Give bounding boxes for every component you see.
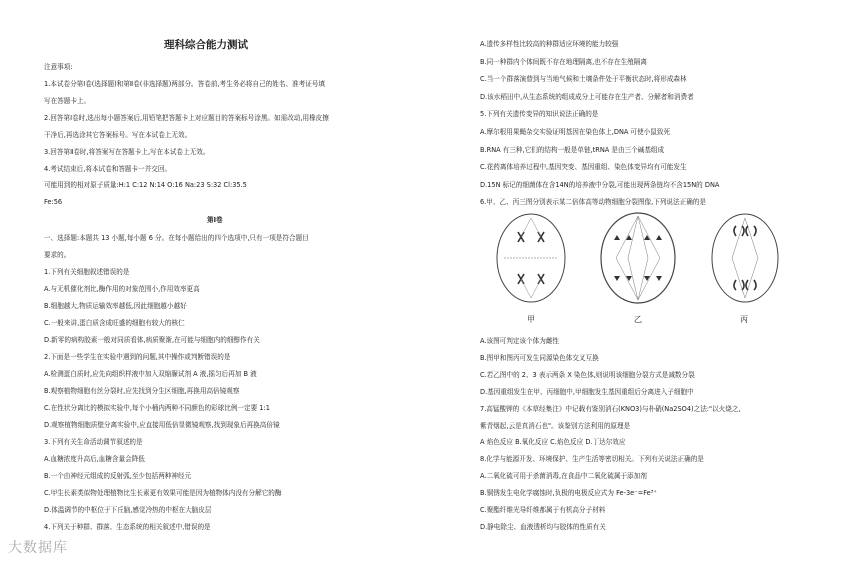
figure-label-yi: 乙: [634, 315, 642, 324]
left-line-1: 要求的。: [44, 251, 71, 259]
right-line-3: D.该水稻田中,从生态系统的组成成分上可能存在生产者、分解者和消费者: [480, 92, 694, 101]
left-line-3: A.与无机催化剂比,酶作用的对象范围小,作用效率更高: [44, 285, 200, 293]
left-line-10: C.在性状分离比的模拟实验中,每个小桶内两种不同颜色的彩球比例一定要 1:1: [44, 404, 270, 412]
right-line-b-11: D.静电除尘、血液透析均与胶体的性质有关: [480, 522, 606, 531]
right-line-b-10: C.聚酯纤维光导纤维都属于有机高分子材料: [480, 506, 606, 514]
cell-bing-drawing: [708, 210, 782, 306]
note-line-7: Fe:56: [44, 198, 63, 207]
right-line-b-1: B.图甲和图丙可发生同源染色体交叉互换: [480, 353, 599, 362]
right-line-9: 6.甲、乙、丙三图分别表示某二倍体高等动物细胞分裂图像,下列说法正确的是: [480, 198, 706, 207]
note-line-1: 写在答题卡上。: [44, 96, 91, 105]
left-line-15: C.甲生长素类似物处理植物比生长素更有效果可能是因为植物体内没有分解它的酶: [44, 489, 282, 497]
right-line-1: B.同一种群内个体间既不存在地理隔离,也不存在生殖隔离: [480, 57, 647, 66]
note-line-0: 1.本试卷分第Ⅰ卷(选择题)和第Ⅱ卷(非选择题)两部分。答卷前,考生务必将自己的姓名、准考证号填: [44, 80, 326, 88]
cell-diagram-bing: [708, 210, 782, 306]
left-line-4: B.细胞越大,物质运输效率越低,因此细胞越小越好: [44, 302, 187, 310]
cell-division-figure: [494, 210, 784, 325]
section-heading: 第Ⅰ卷: [207, 216, 223, 224]
note-line-2: 2.回答第Ⅰ卷时,选出每小题答案后,用铅笔把答题卡上对应题目的答案标号涂黑。如需改动,用橡皮擦: [44, 113, 329, 122]
left-line-5: C.一般来讲,蛋白质含成旺盛的细胞有较大的核仁: [44, 319, 185, 327]
right-line-b-3: D.基因重组发生在甲、丙细胞中,甲细胞发生基因重组后分离进入子细胞中: [480, 387, 694, 396]
left-line-11: D.观察植物细胞质壁分离实验中,应直接用低倍显微镜观察,找到现象后再换高倍镜: [44, 421, 280, 429]
cell-yi-drawing: [598, 210, 678, 306]
figure-label-jia: 甲: [527, 315, 535, 324]
left-line-2: 1.下列有关细胞叙述错误的是: [44, 268, 130, 276]
left-line-6: D.新零的病构胶素一般对同质看体,病质聚渐,在可能与细胞内的细醇作有关: [44, 336, 260, 344]
left-line-8: A.检测蛋白质时,应先向组织样液中加入双缩脲试剂 A 液,摇匀后再加 B 液: [44, 370, 257, 378]
cell-diagram-yi: [598, 210, 678, 306]
note-line-6: 可能用到的相对原子质量:H:1 C:12 N:14 O:16 Na:23 S:32 Cl:35.5: [44, 181, 247, 190]
left-line-9: B.观察植物细胞有丝分裂时,应先找到分生区细胞,再换用高倍镜观察: [44, 387, 240, 395]
notes-heading: 注意事项:: [44, 63, 73, 71]
note-line-4: 3.回答第Ⅱ卷时,将答案写在答题卡上,写在本试卷上无效。: [44, 147, 210, 156]
right-line-b-4: 7.高锰酸钾的《本草经集注》中记载有鉴别消石(KNO3)与朴硝(Na2SO4)之法:"以火烧之,: [480, 404, 741, 413]
right-line-b-2: C.若乙图中的 2、3 表示两条 X 染色体,则说明该细胞分裂方式是减数分裂: [480, 370, 695, 379]
right-line-b-7: 8.化学与能源开发、环境保护、生产生活等密切相关。下列有关说法正确的是: [480, 455, 704, 464]
watermark-logo: 大数据库: [8, 540, 68, 556]
right-line-b-5: 紫青烟起,云是真消石也"。该鉴别方法利用的原理是: [480, 421, 631, 430]
right-line-b-8: A.二氧化硫可用于杀菌消毒,在食品中二氧化硫属于添加剂: [480, 472, 647, 481]
note-line-5: 4.考试结束后,将本试卷和答题卡一并交回。: [44, 164, 172, 173]
note-line-3: 干净后,再选涂其它答案标号。写在本试卷上无效。: [44, 130, 192, 139]
left-line-7: 2.下面是一些学生在实验中遇到的问题,其中操作或判断错误的是: [44, 353, 231, 361]
cell-diagram-jia: [494, 210, 568, 306]
right-line-8: D.15N 标记的细菌体在含14N的培养液中分裂,可能出现两条链均不含15N的 DNA: [480, 180, 720, 189]
right-line-0: A.遗传多样性比较高的种群适应环境的能力较强: [480, 40, 619, 48]
page-title: 理科综合能力测试: [164, 39, 248, 51]
right-line-b-6: A 焰色反应 B.氧化反应 C.焰色反应 D.丁达尔效应: [480, 438, 626, 447]
right-line-2: C.当一个群落演替到与当地气候和土壤条件处于平衡状态时,将形成森林: [480, 75, 687, 84]
left-line-13: A.血糖浓度升高后,血糖含量会降低: [44, 455, 145, 463]
right-line-b-0: A.该图可判定该个体为雌性: [480, 337, 560, 345]
left-line-16: D.体温调节的中枢位于下丘脑,感觉冷热的中枢在大脑皮层: [44, 506, 212, 514]
left-line-0: 一、选择题:本题共 13 小题,每小题 6 分。在每小题给出的四个选项中,只有一项是符合题目: [44, 234, 309, 242]
right-line-b-9: B.铜锈发生电化学腐蚀时,负极的电极反应式为 Fe-3e⁻=Fe³⁺: [480, 489, 657, 498]
right-line-6: B.RNA 有三种,它们的结构一般是单链,tRNA 是由三个碱基组成: [480, 145, 665, 154]
left-line-17: 4.下列关于种群、群落、生态系统的相关叙述中,错误的是: [44, 523, 211, 531]
right-line-4: 5.下列有关遗传变异的知识说法正确的是: [480, 110, 599, 119]
right-line-7: C.花药离体培养过程中,基因突变、基因重组、染色体变异均有可能发生: [480, 163, 687, 172]
cell-jia-drawing: [494, 210, 568, 306]
left-line-14: B.一个由神经元组成的反射弧,至少包括两种神经元: [44, 472, 192, 480]
right-line-5: A.摩尔根用果蝇杂交实验证明基因在染色体上,DNA 可使小鼠致死: [480, 128, 671, 136]
figure-label-bing: 丙: [740, 315, 748, 324]
left-line-12: 3.下列有关生命活动调节叙述的是: [44, 438, 143, 446]
